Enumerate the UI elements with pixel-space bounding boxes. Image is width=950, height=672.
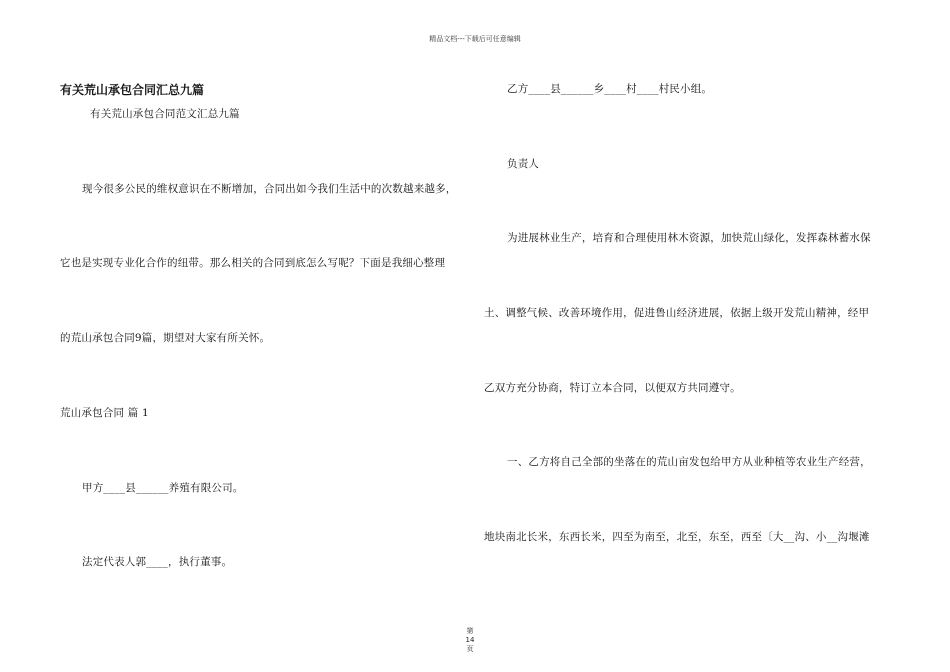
section-heading: 荒山承包合同 篇 1 [60, 407, 149, 419]
party-b-line: 乙方____县______乡____村____村民小组。 [507, 83, 713, 95]
page-number-prefix: 第 [466, 627, 474, 635]
purpose-line-3: 乙双方充分协商，特订立本合同，以便双方共同遵守。 [484, 382, 741, 394]
page-number: 14 [465, 636, 475, 644]
legal-representative-line: 法定代表人郭____，执行董事。 [82, 556, 233, 568]
page-header: 精品文档---下载后可任意编辑 [429, 35, 521, 43]
purpose-line-1: 为进展林业生产，培育和合理使用林木资源，加快荒山绿化，发挥森林蓄水保 [507, 232, 871, 244]
purpose-line-2: 土、调整气候、改善环境作用，促进鲁山经济进展，依据上级开发荒山精神，经甲 [484, 307, 870, 319]
document-subtitle: 有关荒山承包合同范文汇总九篇 [90, 108, 240, 120]
clause-1-line-2: 地块南北长米，东西长米，四至为南至，北至，东至，西至〔大__沟、小__沟堰滩 [484, 531, 870, 543]
responsible-person-line: 负责人 [507, 158, 540, 170]
page-number-suffix: 页 [466, 645, 474, 653]
intro-line-3: 的荒山承包合同9篇，期望对大家有所关怀。 [60, 332, 271, 344]
clause-1-line-1: 一、乙方将自己全部的坐落在的荒山亩发包给甲方从业种植等农业生产经营， [507, 456, 871, 468]
intro-line-2: 它也是实现专业化合作的纽带。那么相关的合同到底怎么写呢？下面是我细心整理 [60, 257, 446, 269]
intro-line-1: 现今很多公民的维权意识在不断增加，合同出如今我们生活中的次数越来越多， [82, 183, 457, 195]
document-title: 有关荒山承包合同汇总九篇 [60, 83, 205, 97]
party-a-line: 甲方____县______养殖有限公司。 [82, 482, 244, 494]
